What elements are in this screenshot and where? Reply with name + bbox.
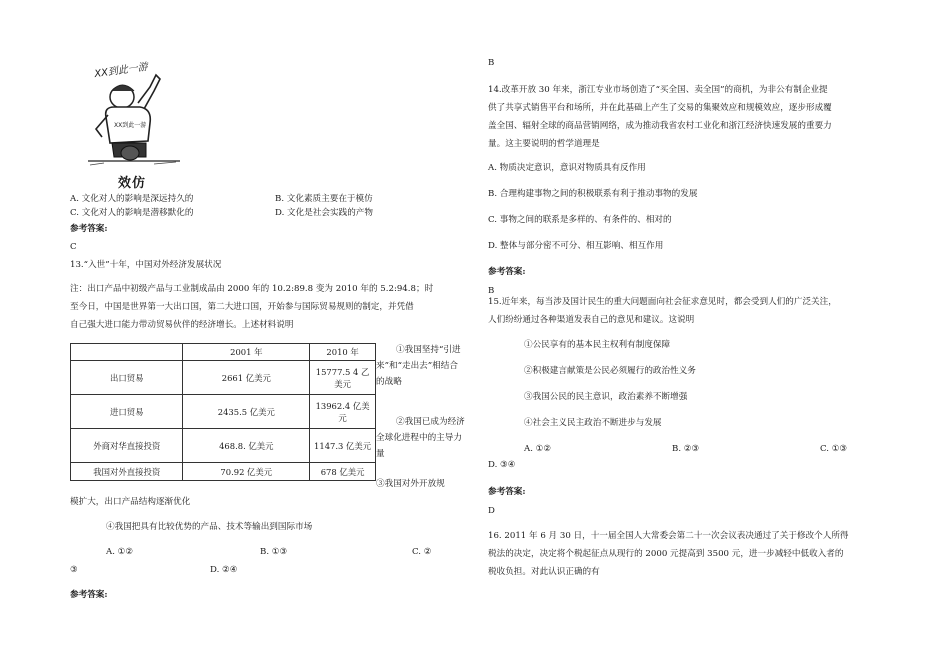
q12-option-c: C. 文化对人的影响是潜移默化的 <box>70 208 194 218</box>
cartoon-caption: 效仿 <box>118 176 147 191</box>
table-header-row <box>71 344 376 361</box>
q12-option-d: D. 文化是社会实践的产物 <box>275 208 373 218</box>
q13-option-b: B. ①③ <box>260 547 288 557</box>
q13-option-d: D. ②④ <box>210 565 238 575</box>
table-header-cell: 2001 年 <box>183 344 310 361</box>
q13-option-c: C. ② <box>412 547 432 557</box>
q13-option-a: A. ①② <box>106 547 134 557</box>
q14-option-b: B. 合理构建事物之间的积极联系有利于推动事物的发展 <box>488 189 698 199</box>
q12-option-b: B. 文化素质主要在于模仿 <box>275 194 373 204</box>
q15-option-c: C. ①③ <box>820 444 848 454</box>
q15-item-2: ②积极建言献策是公民必须履行的政治性义务 <box>524 366 696 376</box>
q13-option-c-tail: ③ <box>70 565 78 575</box>
q14-line2: 供了共享式销售平台和场所，并在此基础上产生了交易的集聚效应和规模效应，逐步形成覆 <box>488 103 832 113</box>
q13-note-line2: 至今日，中国是世界第一大出口国，第二大进口国，开始参与国际贸易规则的制定，并凭借 <box>70 302 414 312</box>
table-header-cell: 2010 年 <box>310 344 376 361</box>
table-cell: 2661 亿美元 <box>183 361 310 395</box>
table-cell: 1147.3 亿美元 <box>310 429 376 463</box>
q14-line1: 14.改革开放 30 年来，浙江专业市场创造了“买全国、卖全国”的商机，为非公有制企业提 <box>488 85 828 95</box>
q16-line2: 税法的决定，决定将个税起征点从现行的 2000 元提高到 3500 元，进一步减轻中低收入者的 <box>488 549 844 559</box>
table-cell: 468.8. 亿美元 <box>183 429 310 463</box>
q15-option-a: A. ①② <box>524 444 552 454</box>
table-cell: 70.92 亿美元 <box>183 463 310 481</box>
table-cell: 678 亿美元 <box>310 463 376 481</box>
q12-answer: C <box>70 242 77 252</box>
table-cell: 出口贸易 <box>71 361 183 395</box>
q15-line1: 15.近年来，每当涉及国计民生的重大问题面向社会征求意见时，都会受到人们的广泛关注， <box>488 297 837 307</box>
q13-reference-label: 参考答案: <box>70 590 108 600</box>
q14-reference-label: 参考答案: <box>488 267 526 277</box>
cartoon-shirt-text: XX到此一游 <box>114 122 147 129</box>
q13-item-3b: 模扩大，出口产品结构逐渐优化 <box>70 497 191 507</box>
table-cell: 13962.4 亿美元 <box>310 395 376 429</box>
q14-option-a: A. 物质决定意识，意识对物质具有反作用 <box>488 163 646 173</box>
q13-item-4: ④我国把具有比较优势的产品、技术等输出到国际市场 <box>106 522 313 532</box>
q16-line3: 税收负担。对此认识正确的有 <box>488 567 600 577</box>
cartoon-illustration <box>84 57 184 175</box>
q14-line4: 量。这主要说明的哲学道理是 <box>488 139 600 149</box>
table-cell: 我国对外直接投资 <box>71 463 183 481</box>
table-header-cell <box>71 344 183 361</box>
q15-answer: D <box>488 506 495 516</box>
q13-item-2: ②我国已成为经济全球化进程中的主导力量 <box>376 417 465 459</box>
table-cell: 15777.5 4 乙美元 <box>310 361 376 395</box>
table-row <box>71 395 376 429</box>
q14-option-c: C. 事物之间的联系是多样的、有条件的、相对的 <box>488 215 672 225</box>
q13-note-line3: 自己强大进口能力带动贸易伙伴的经济增长。上述材料说明 <box>70 320 294 330</box>
table-cell: 外商对华直接投资 <box>71 429 183 463</box>
q15-item-3: ③我国公民的民主意识，政治素养不断增强 <box>524 392 688 402</box>
q13-answer: B <box>488 58 495 68</box>
q15-line2: 人们纷纷通过各种渠道发表自己的意见和建议。这说明 <box>488 315 695 325</box>
q15-option-d: D. ③④ <box>488 460 516 470</box>
q16-line1: 16. 2011 年 6 月 30 日，十一届全国人大常委会第二十一次会议表决通过了关于修改个人所得 <box>488 531 849 541</box>
table-cell: 2435.5 亿美元 <box>183 395 310 429</box>
q12-reference-label: 参考答案: <box>70 224 108 234</box>
cartoon-handwriting: XX到此一游 <box>93 61 149 81</box>
q13-note-line1: 注：出口产品中初级产品与工业制成品由 2000 年的 10.2:89.8 变为 2010 年的 5.2:94.8；时 <box>70 284 434 294</box>
q13-item-3a: ③我国对外开放规 <box>376 479 445 489</box>
q15-reference-label: 参考答案: <box>488 487 526 497</box>
q15-item-1: ①公民享有的基本民主权利有制度保障 <box>524 340 671 350</box>
q12-option-a: A. 文化对人的影响是深远持久的 <box>70 194 194 204</box>
table-row <box>71 361 376 395</box>
table-row <box>71 429 376 463</box>
q14-line3: 盖全国、辐射全球的商品营销网络，成为推动我省农村工业化和浙江经济快速发展的重要力 <box>488 121 832 131</box>
q14-option-d: D. 整体与部分密不可分、相互影响、相互作用 <box>488 241 664 251</box>
q15-option-b: B. ②③ <box>672 444 700 454</box>
table-cell: 进口贸易 <box>71 395 183 429</box>
q13-title: 13.“入世”十年，中国对外经济发展状况 <box>70 260 222 270</box>
table-row <box>71 463 376 481</box>
q14-answer: B <box>488 286 495 296</box>
q13-item-1: ①我国坚持“引进来”和“走出去”相结合的战略 <box>376 345 461 387</box>
trade-table <box>70 343 376 481</box>
q15-item-4: ④社会主义民主政治不断进步与发展 <box>524 418 662 428</box>
